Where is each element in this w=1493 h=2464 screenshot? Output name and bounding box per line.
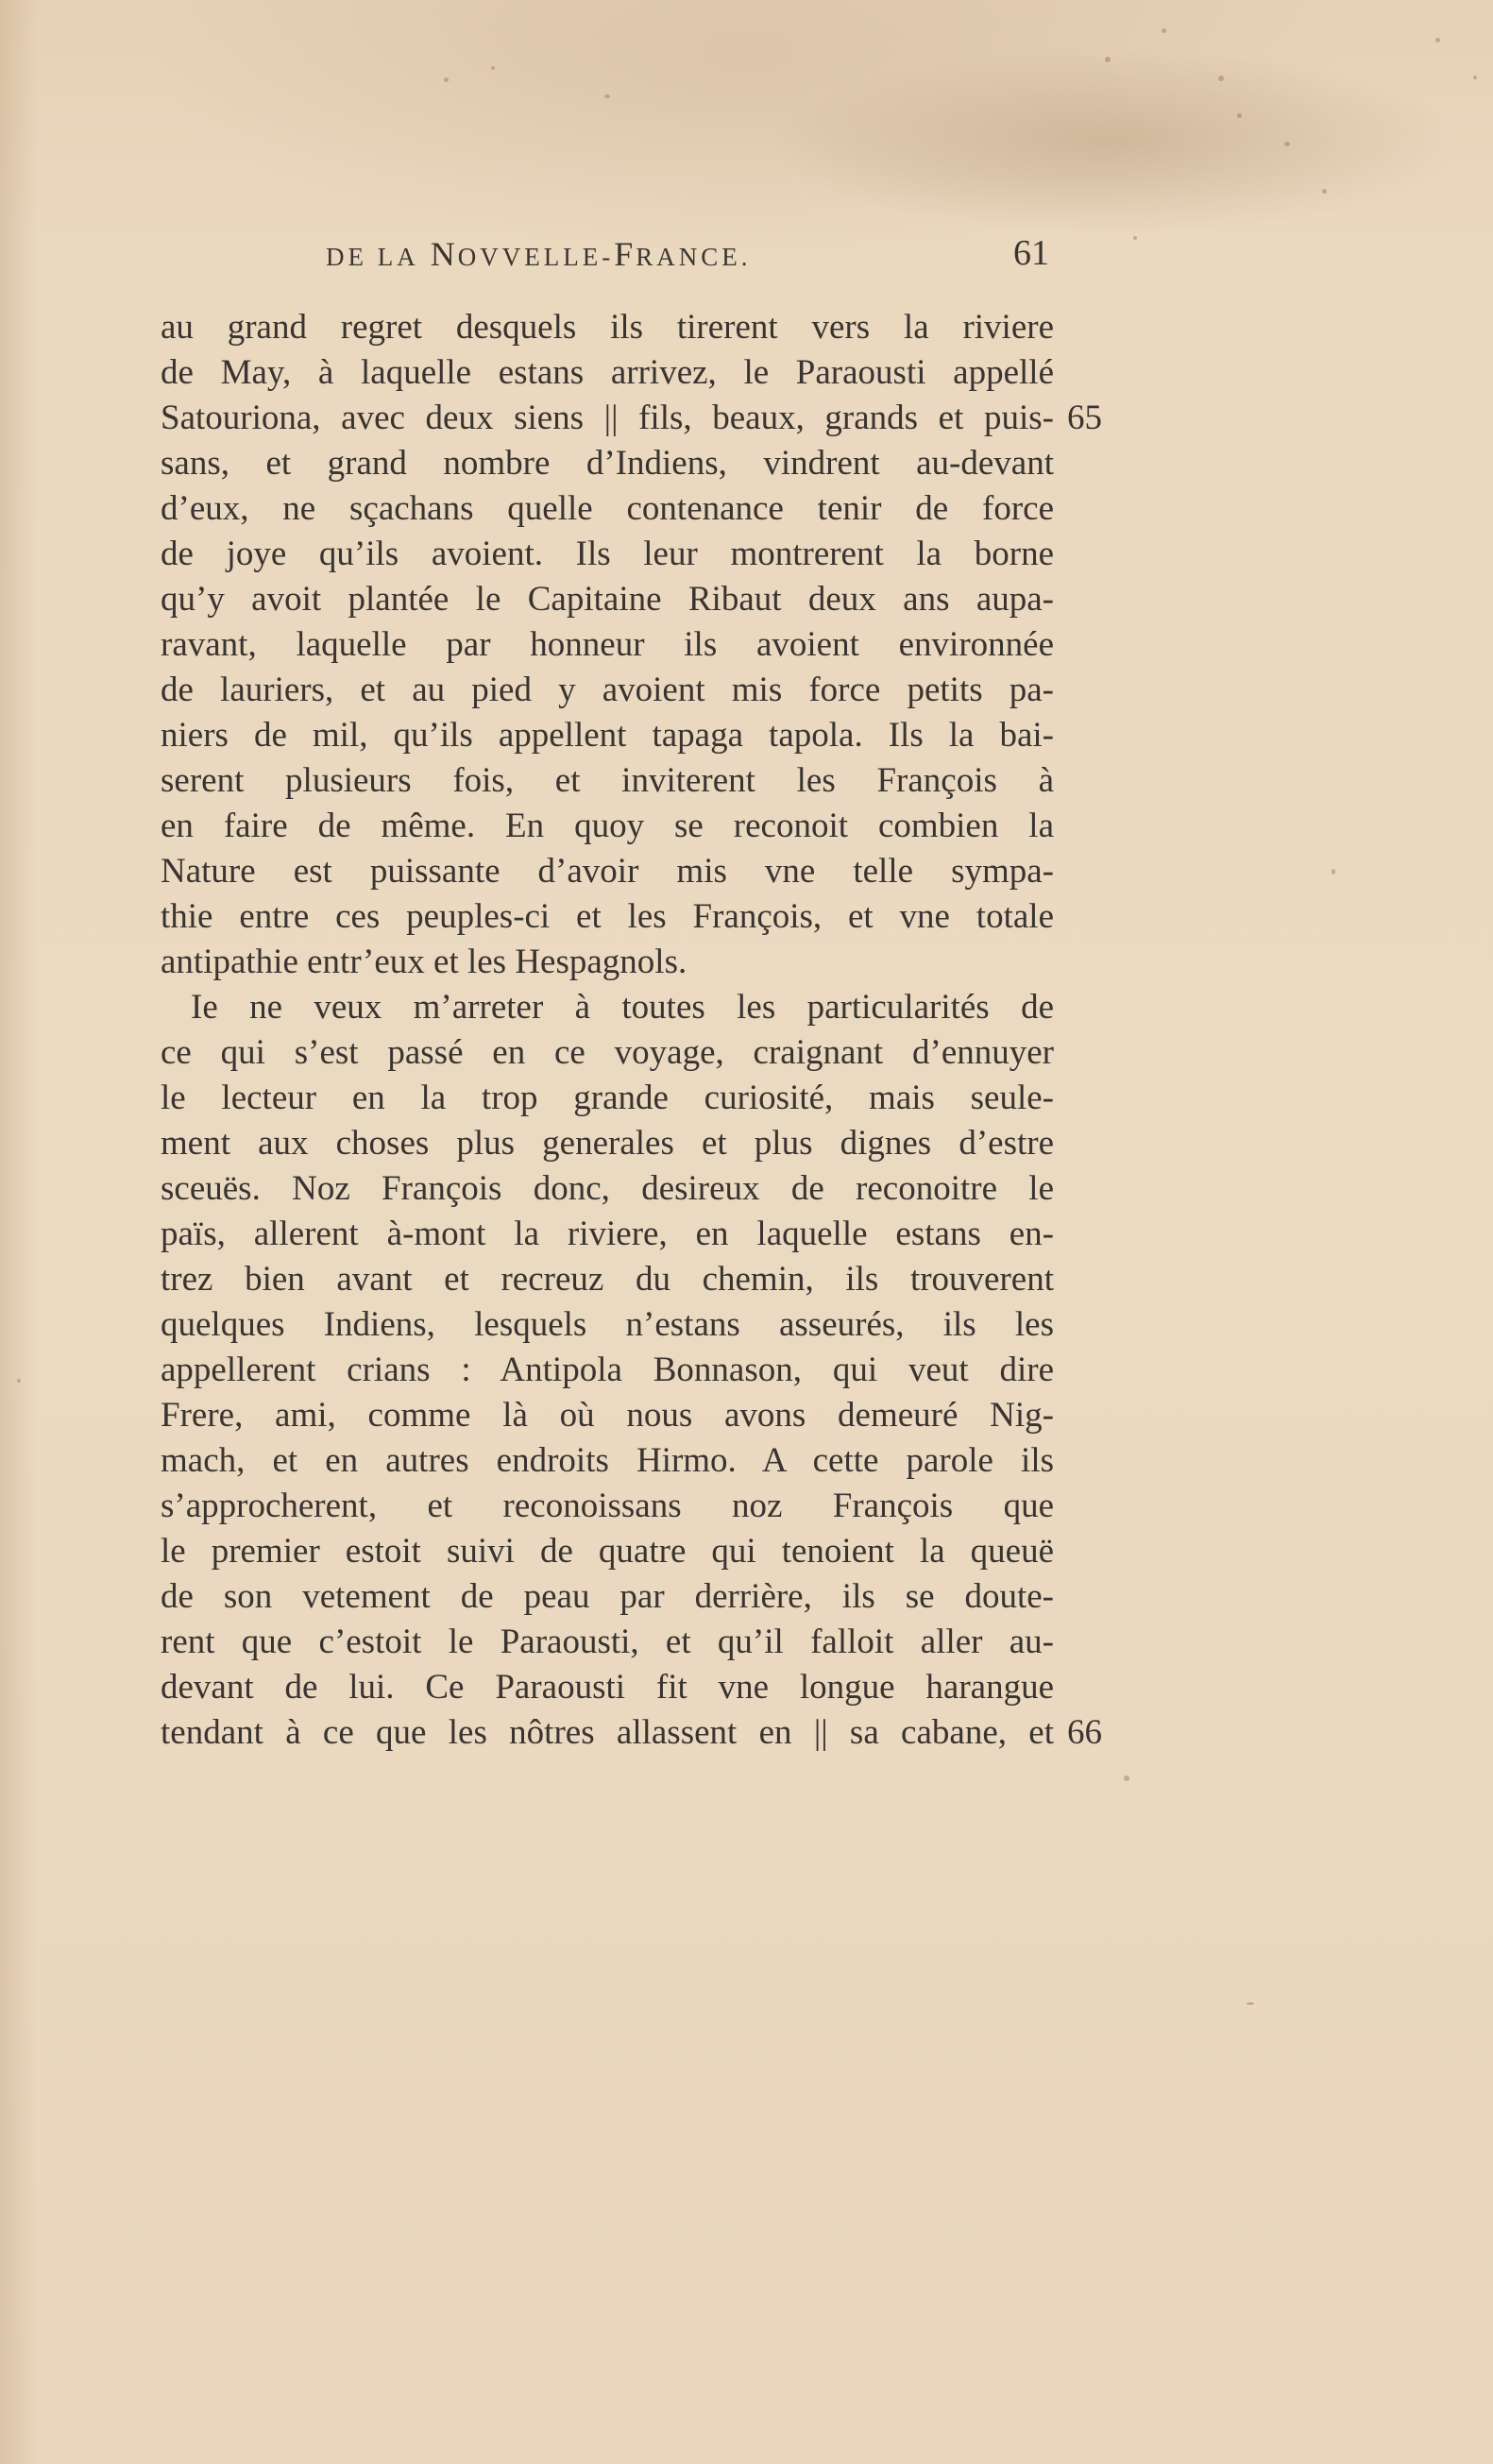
page-number: 61 [1013, 233, 1049, 273]
text-line: Nature est puissante d’avoir mis vne telle sympa- [161, 852, 1054, 891]
text-line: de son vetement de peau par derrière, ils se doute- [161, 1577, 1054, 1616]
foxing-spot [1218, 76, 1224, 81]
foxing-spot [1322, 189, 1327, 194]
running-head-initial-f: F [614, 235, 636, 273]
text-line: rent que c’estoit le Paraousti, et qu’il falloit aller au- [161, 1623, 1054, 1661]
text-line: le lecteur en la trop grande curiosité, mais seule- [161, 1079, 1054, 1117]
text-line: en faire de même. En quoy se reconoit combien la [161, 807, 1054, 845]
text-line: sceuës. Noz François donc, desireux de reconoitre le [161, 1169, 1054, 1208]
running-head-rance: RANCE. [636, 243, 752, 271]
text-line: antipathie entr’eux et les Hespagnols. [161, 943, 687, 981]
text-line: ment aux choses plus generales et plus dignes d’estre [161, 1124, 1054, 1163]
foxing-spot [1284, 142, 1290, 146]
text-line: au grand regret desquels ils tirerent vers la riviere [161, 308, 1054, 347]
foxing-spot [1247, 2002, 1254, 2005]
foxing-spot [1473, 76, 1477, 79]
text-line: Satouriona, avec deux siens || fils, beaux, grands et puis- [161, 399, 1054, 437]
text-line: ravant, laquelle par honneur ils avoient environnée [161, 625, 1054, 664]
foxing-spot [444, 77, 449, 82]
text-line: devant de lui. Ce Paraousti fit vne longue harangue [161, 1668, 1054, 1707]
text-line: trez bien avant et recreuz du chemin, ils trouverent [161, 1260, 1054, 1299]
foxing-spot [1133, 236, 1137, 240]
margin-line-number: 66 [1067, 1713, 1102, 1752]
foxing-spot [1435, 38, 1440, 42]
text-line: d’eux, ne sçachans quelle contenance tenir de force [161, 489, 1054, 528]
running-head-initial-n: N [430, 235, 458, 273]
foxing-spot [1105, 57, 1111, 62]
text-line: mach, et en autres endroits Hirmo. A cette parole ils [161, 1441, 1054, 1480]
text-line: niers de mil, qu’ils appellent tapaga tapola. Ils la bai- [161, 716, 1054, 755]
text-line: appellerent crians : Antipola Bonnason, qui veut dire [161, 1351, 1054, 1389]
text-line: de May, à laquelle estans arrivez, le Paraousti appellé [161, 353, 1054, 392]
running-head [326, 234, 752, 274]
text-line: Frere, ami, comme là où nous avons demeuré Nig- [161, 1396, 1054, 1435]
text-line: thie entre ces peuples-ci et les François, et vne totale [161, 897, 1054, 936]
foxing-spot [1162, 28, 1166, 33]
foxing-spot [1237, 113, 1242, 118]
text-line: quelques Indiens, lesquels n’estans asseurés, ils les [161, 1305, 1054, 1344]
text-line: s’approcherent, et reconoissans noz François que [161, 1487, 1054, 1525]
text-line: ce qui s’est passé en ce voyage, craignant d’ennuyer [161, 1033, 1054, 1072]
text-line: serent plusieurs fois, et inviterent les François à [161, 761, 1054, 800]
text-line: de lauriers, et au pied y avoient mis force petits pa- [161, 671, 1054, 709]
margin-line-number: 65 [1067, 399, 1102, 437]
running-head-prefix: DE LA [326, 243, 419, 271]
foxing-spot [1124, 1776, 1129, 1781]
text-line: Ie ne veux m’arreter à toutes les particularités de [191, 988, 1054, 1027]
text-line: païs, allerent à-mont la riviere, en laquelle estans en- [161, 1215, 1054, 1253]
text-line: tendant à ce que les nôtres allassent en || sa cabane, et [161, 1713, 1054, 1752]
text-line: sans, et grand nombre d’Indiens, vindrent au-devant [161, 444, 1054, 483]
foxing-spot [1332, 869, 1335, 875]
running-head-ovvelle: OVVELLE- [457, 243, 615, 271]
foxing-spot [17, 1379, 21, 1383]
foxing-spot [604, 94, 610, 98]
text-line: de joye qu’ils avoient. Ils leur montrerent la borne [161, 535, 1054, 573]
foxing-spot [491, 66, 495, 70]
text-line: le premier estoit suivi de quatre qui tenoient la queuë [161, 1532, 1054, 1571]
text-line: qu’y avoit plantée le Capitaine Ribaut deux ans aupa- [161, 580, 1054, 619]
